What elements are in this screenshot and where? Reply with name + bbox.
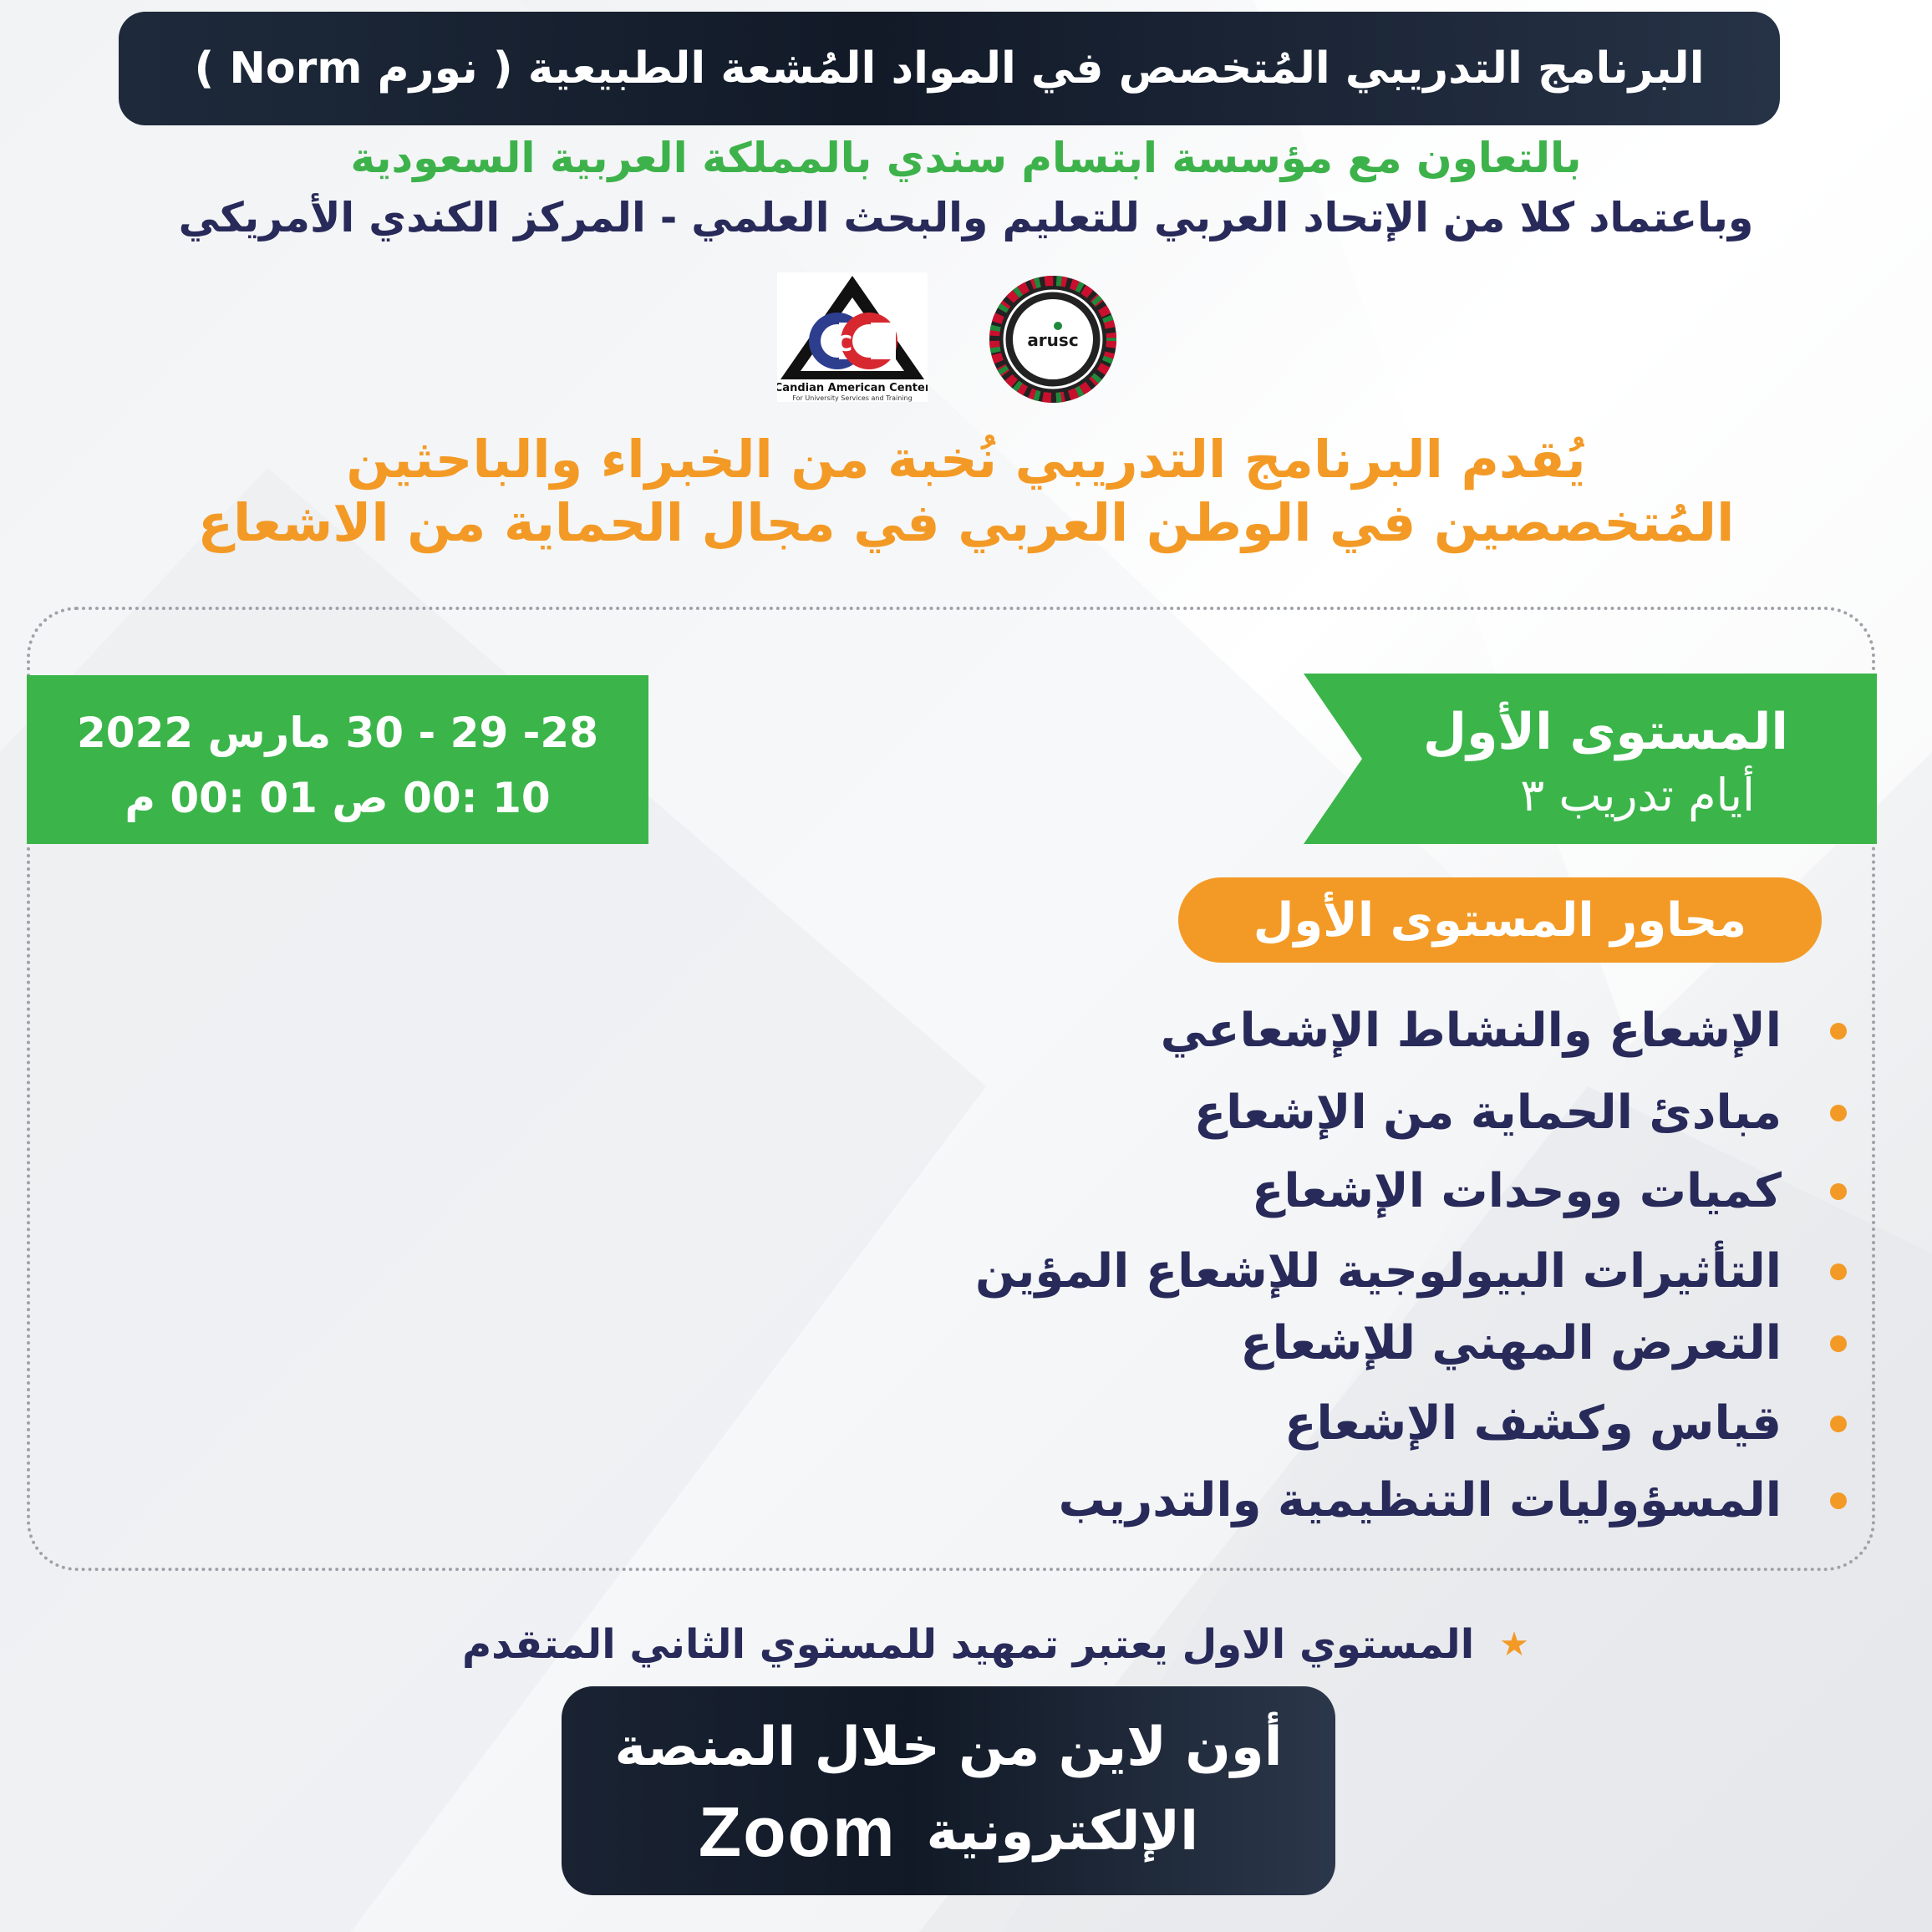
list-item xyxy=(877,1155,1847,1228)
topic-text: كميات ووحدات الإشعاع xyxy=(1252,1164,1782,1218)
training-days: أيام تدريب ٣ xyxy=(1520,769,1755,821)
online-line-1: أون لاين من خلال المنصة xyxy=(614,1716,1283,1778)
bullet-icon xyxy=(1830,1183,1847,1200)
topic-text: التعرض المهني للإشعاع xyxy=(1240,1316,1782,1370)
accreditation-line: وباعتماد كلا من الإتحاد العربي للتعليم والبحث العلمي - المركز الكندي الأمريكي xyxy=(178,194,1754,242)
schedule-dates: 28- 29 - 30 مارس 2022 xyxy=(76,709,599,757)
axes-heading-pill xyxy=(1178,877,1822,963)
bullet-icon xyxy=(1830,1492,1847,1509)
list-item xyxy=(877,1464,1847,1538)
cac-logo-tagline: For University Services and Training xyxy=(792,394,913,402)
topic-text: قياس وكشف الإشعاع xyxy=(1284,1396,1782,1451)
online-platform-banner xyxy=(562,1686,1335,1895)
axes-heading: محاور المستوى الأول xyxy=(1253,892,1747,948)
canadian-american-center-logo xyxy=(777,272,928,402)
schedule-times: 10 :00 ص 01 :00 م xyxy=(125,774,551,822)
advanced-level-note xyxy=(251,1613,1529,1676)
topic-text: مبادئ الحماية من الإشعاع xyxy=(1193,1085,1782,1140)
topic-text: الإشعاع والنشاط الإشعاعي xyxy=(1160,1004,1782,1058)
arab-union-logo-mark: arusc xyxy=(1027,330,1079,350)
bullet-icon xyxy=(1830,1416,1847,1432)
list-item xyxy=(877,1387,1847,1461)
note-text: المستوي الاول يعتبر تمهيد للمستوي الثاني المتقدم xyxy=(461,1621,1475,1668)
list-item xyxy=(877,1307,1847,1380)
zoom-platform-name: Zoom xyxy=(698,1792,897,1871)
schedule-box xyxy=(27,675,648,844)
star-icon: ★ xyxy=(1499,1625,1529,1664)
bullet-icon xyxy=(1830,1023,1847,1040)
list-item xyxy=(877,1076,1847,1150)
list-item xyxy=(877,994,1847,1068)
intro-line-2: المُتخصصين في الوطن العربي في مجال الحماية من الاشعاع xyxy=(197,492,1735,553)
list-item xyxy=(877,1235,1847,1309)
cac-logo-mark: CC xyxy=(836,332,869,357)
intro-line-1: يُقدم البرنامج التدريبي نُخبة من الخبراء والباحثين xyxy=(346,429,1586,490)
online-line-2 xyxy=(562,1790,1335,1874)
topic-text: التأثيرات البيولوجية للإشعاع المؤين xyxy=(975,1244,1782,1299)
level-title: المستوى الأول xyxy=(1423,703,1788,761)
bullet-icon xyxy=(1830,1105,1847,1121)
cac-logo-name: Candian American Center xyxy=(777,382,928,394)
program-title: البرنامج التدريبي المُتخصص في المواد المُشعة الطبيعية ( نورم Norm ) xyxy=(194,43,1705,94)
program-title-banner xyxy=(119,12,1780,125)
topic-text: المسؤوليات التنظيمية والتدريب xyxy=(1058,1473,1782,1528)
bullet-icon xyxy=(1830,1335,1847,1352)
partnership-line: بالتعاون مع مؤسسة ابتسام سندي بالمملكة العربية السعودية xyxy=(350,134,1582,182)
arab-union-logo xyxy=(986,272,1120,406)
online-line-2-text: الإلكترونية xyxy=(926,1801,1199,1863)
bullet-icon xyxy=(1830,1263,1847,1280)
